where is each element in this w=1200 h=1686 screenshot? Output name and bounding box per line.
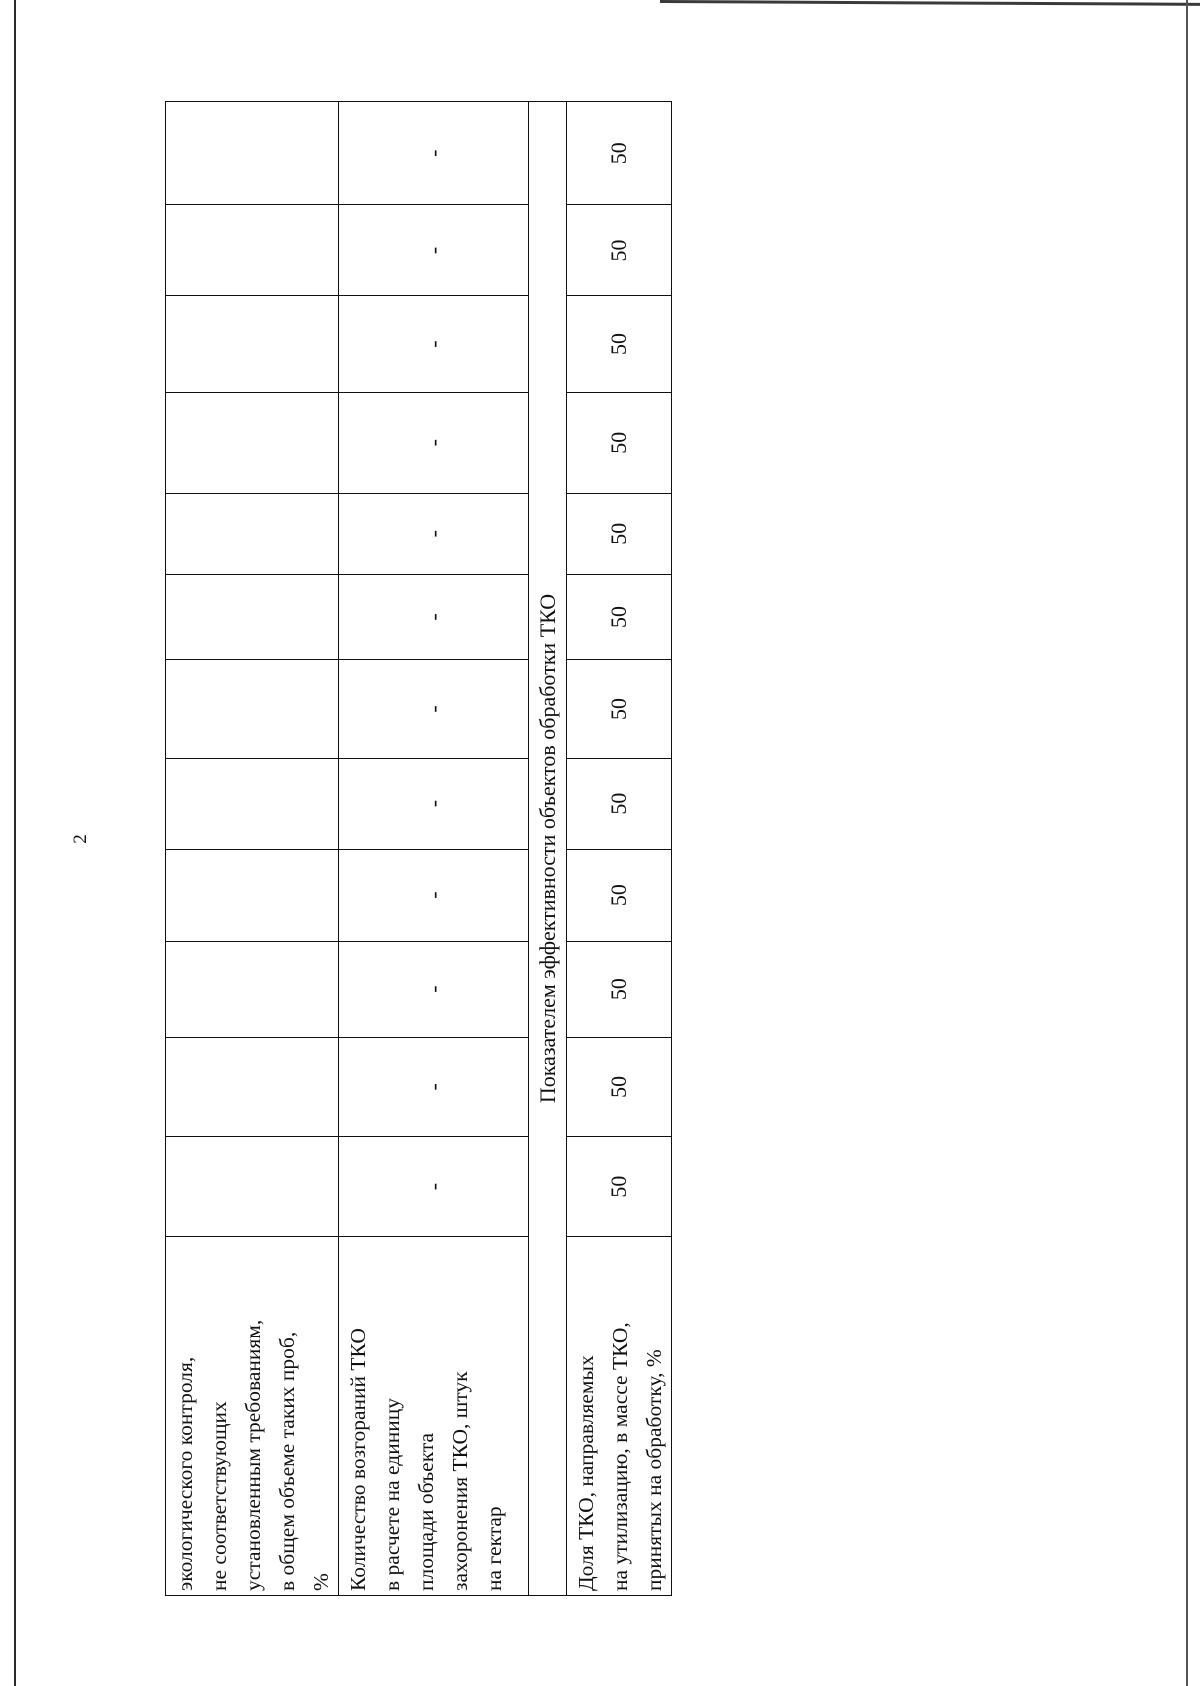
row-label-fire-count: Количество возгораний ТКО в расчете на единицу площади объекта захоронения ТКО, штук на гектар [339,1237,529,1596]
table-row-section-heading [529,102,567,1596]
table-cell: 50 [567,941,672,1037]
table-row-environmental-control [166,102,339,1596]
indicators-table [165,101,672,1596]
scan-edge-right [1186,0,1188,1686]
table-cell: - [339,1136,529,1236]
table-row-fire-count [339,102,529,1596]
table-cell: 50 [567,102,672,205]
table-cell: - [339,296,529,392]
table-cell: - [339,102,529,205]
table-cell [166,758,339,849]
table-cell [166,296,339,392]
table-cell: 50 [567,493,672,574]
table-cell: 50 [567,1136,672,1236]
scan-edge-left [14,0,16,1686]
table-cell [166,1037,339,1136]
table-cell: 50 [567,758,672,849]
table-cell: - [339,758,529,849]
table-cell [166,660,339,758]
section-heading: Показателем эффективности объектов обработки ТКО [529,102,567,1596]
table-cell: - [339,1037,529,1136]
row-label-environmental-control: экологического контроля, не соответствующих установленным требованиям, в общем объеме таких проб, % [166,1237,339,1596]
table-cell [166,1136,339,1236]
table-cell: - [339,392,529,493]
table-cell: 50 [567,660,672,758]
row-label-utilization-share: Доля ТКО, направляемых на утилизацию, в массе ТКО, принятых на обработку, % [567,1237,672,1596]
rotated-table-container [165,101,665,1596]
table-cell: - [339,493,529,574]
table-cell [166,205,339,296]
table-cell [166,941,339,1037]
table-row-utilization-share [567,102,672,1596]
table-cell: - [339,205,529,296]
table-cell: - [339,941,529,1037]
table-cell [166,102,339,205]
table-cell: 50 [567,392,672,493]
table-cell: 50 [567,849,672,941]
table-cell: - [339,849,529,941]
table-cell: 50 [567,1037,672,1136]
page-number: 2 [69,834,91,844]
table-cell: - [339,660,529,758]
table-cell [166,493,339,574]
table-cell [166,574,339,660]
scan-edge-top [660,0,1200,6]
table-cell: 50 [567,205,672,296]
table-cell: 50 [567,296,672,392]
table-cell: - [339,574,529,660]
table-cell: 50 [567,574,672,660]
table-cell [166,849,339,941]
table-cell [166,392,339,493]
